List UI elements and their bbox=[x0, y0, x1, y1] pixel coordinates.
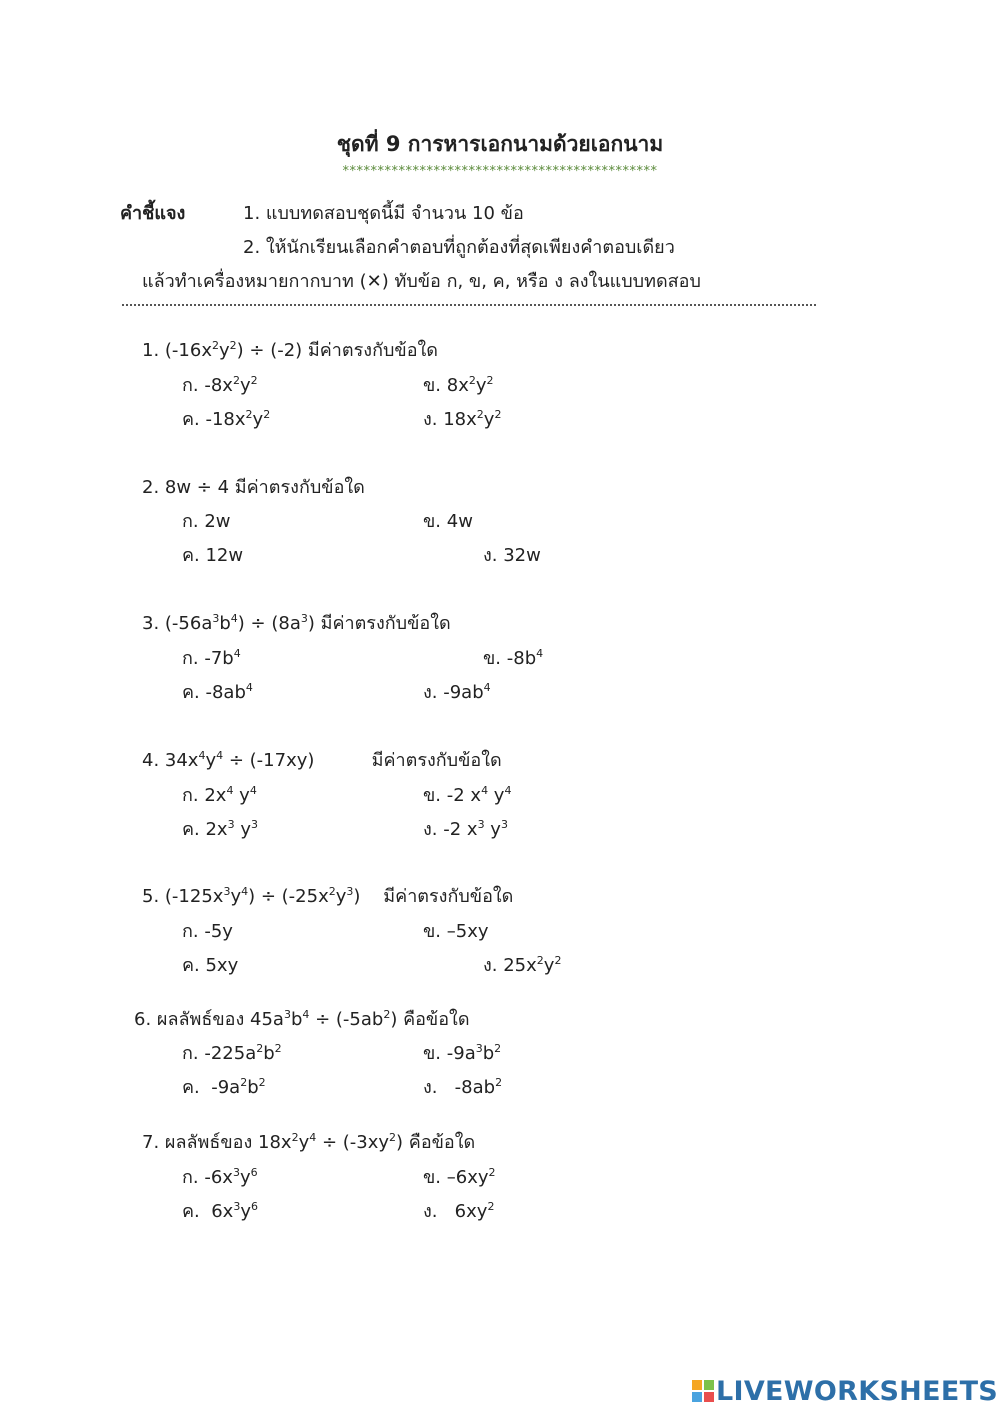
instruction-line-1: 1. แบบทดสอบชุดนี้มี จำนวน 10 ข้อ bbox=[243, 203, 524, 224]
option-label: ก. bbox=[182, 1043, 205, 1064]
question-5 bbox=[142, 881, 513, 910]
option-value: $2x^3$ $y^3$ bbox=[205, 818, 258, 840]
option-value: $2x^4$ $y^4$ bbox=[204, 784, 257, 806]
option-label: ค. bbox=[182, 409, 206, 430]
option-label: ก. bbox=[182, 375, 205, 396]
option-label: ค. bbox=[182, 1077, 206, 1098]
question-1 bbox=[142, 335, 438, 364]
option-5-4[interactable] bbox=[483, 950, 561, 979]
option-3-4[interactable] bbox=[423, 677, 491, 706]
question-text: ผลลัพธ์ของ $18x^2y^4 \div (-3xy^2)$ คือข้อใด bbox=[164, 1131, 476, 1153]
option-value: 2w bbox=[204, 511, 231, 532]
option-3-1[interactable] bbox=[182, 643, 241, 672]
option-label: ง. bbox=[423, 1201, 444, 1222]
option-4-2[interactable] bbox=[423, 780, 511, 809]
brand-logo bbox=[692, 1376, 998, 1407]
question-number: 1. bbox=[142, 340, 165, 361]
option-label: ข. bbox=[423, 1167, 447, 1188]
option-7-4[interactable] bbox=[423, 1196, 494, 1225]
option-5-2[interactable] bbox=[423, 916, 489, 945]
option-label: ก. bbox=[182, 785, 205, 806]
option-value: 5xy bbox=[205, 955, 239, 976]
option-7-3[interactable] bbox=[182, 1196, 258, 1225]
question-4 bbox=[142, 745, 502, 774]
option-value: $-9ab^4$ bbox=[443, 681, 491, 703]
option-6-2[interactable] bbox=[423, 1038, 501, 1067]
question-2 bbox=[142, 472, 365, 501]
option-value: $-8b^4$ bbox=[506, 647, 544, 669]
question-text: $(-16x^2y^2) \div (-2)$ มีค่าตรงกับข้อใด bbox=[164, 339, 438, 361]
option-value: –5xy bbox=[446, 921, 489, 942]
option-value: $-6x^3y^6$ bbox=[204, 1166, 258, 1188]
option-label: ค. bbox=[182, 955, 206, 976]
instructions-label: คำชี้แจง bbox=[120, 203, 186, 224]
option-2-1[interactable] bbox=[182, 506, 231, 535]
option-label: ก. bbox=[182, 921, 205, 942]
option-value: $25x^2y^2$ bbox=[503, 954, 562, 976]
question-number: 2. bbox=[142, 477, 165, 498]
option-value: $-9a^2b^2$ bbox=[205, 1076, 266, 1098]
option-1-1[interactable] bbox=[182, 370, 258, 399]
option-6-4[interactable] bbox=[423, 1072, 502, 1101]
instruction-line-3 bbox=[142, 266, 701, 295]
option-2-2[interactable] bbox=[423, 506, 473, 535]
option-label: ง. bbox=[423, 1077, 444, 1098]
option-label: ง. bbox=[423, 409, 444, 430]
instruction-line-3-pre: แล้วทำเครื่องหมายกากบาท ( bbox=[142, 271, 367, 292]
option-value: $8x^2y^2$ bbox=[446, 374, 494, 396]
option-label: ก. bbox=[182, 1167, 205, 1188]
option-3-2[interactable] bbox=[483, 643, 543, 672]
brand-logo-text: LIVEWORKSHEETS bbox=[716, 1376, 999, 1407]
question-text: $(-125x^3y^4) \div (-25x^2y^3)$ มีค่าตรงกับข้อใด bbox=[164, 885, 514, 907]
option-4-4[interactable] bbox=[423, 814, 508, 843]
question-6 bbox=[134, 1004, 470, 1033]
option-1-2[interactable] bbox=[423, 370, 494, 399]
option-label: ข. bbox=[423, 785, 447, 806]
question-number: 6. bbox=[134, 1009, 157, 1030]
option-value: -2 $x^4$ $y^4$ bbox=[446, 784, 512, 806]
option-value: $-225a^2b^2$ bbox=[204, 1042, 282, 1064]
option-label: ง. bbox=[423, 819, 444, 840]
instruction-line-2: 2. ให้นักเรียนเลือกคำตอบที่ถูกต้องที่สุดเพียงคำตอบเดียว bbox=[243, 237, 675, 258]
option-2-4[interactable] bbox=[483, 540, 541, 569]
option-1-4[interactable] bbox=[423, 404, 501, 433]
option-value: $-7b^4$ bbox=[204, 647, 241, 669]
option-label: ค. bbox=[182, 682, 206, 703]
question-text: $(-56a^3b^4) \div (8a^3)$ มีค่าตรงกับข้อใด bbox=[164, 612, 451, 634]
option-label: ก. bbox=[182, 511, 205, 532]
question-3 bbox=[142, 608, 451, 637]
option-label: ข. bbox=[423, 921, 447, 942]
question-number: 3. bbox=[142, 613, 165, 634]
option-value: $-8ab^2$ bbox=[443, 1076, 503, 1098]
option-label: ข. bbox=[423, 1043, 447, 1064]
option-5-1[interactable] bbox=[182, 916, 233, 945]
option-value: $-8ab^4$ bbox=[205, 681, 253, 703]
option-label: ง. bbox=[423, 682, 444, 703]
page-title: ชุดที่ 9 การหารเอกนามด้วยเอกนาม bbox=[336, 132, 664, 156]
option-value: $-9a^3b^2$ bbox=[446, 1042, 502, 1064]
option-1-3[interactable] bbox=[182, 404, 270, 433]
decorative-stars: ********************************************* bbox=[342, 164, 658, 179]
option-3-3[interactable] bbox=[182, 677, 253, 706]
option-value: $-8x^2y^2$ bbox=[204, 374, 258, 396]
cross-mark-icon: ✕ bbox=[366, 271, 382, 292]
option-value: $-18x^2y^2$ bbox=[205, 408, 271, 430]
question-text: $34x^4y^4 \div (-17xy)$ มีค่าตรงกับข้อใด bbox=[164, 749, 502, 771]
option-label: ค. bbox=[182, 819, 206, 840]
question-text: 8w ÷ 4 มีค่าตรงกับข้อใด bbox=[164, 477, 365, 498]
option-value: $6xy^2$ bbox=[443, 1200, 495, 1222]
option-7-2[interactable] bbox=[423, 1162, 496, 1191]
option-value: $-6xy^2$ bbox=[446, 1166, 496, 1188]
dotted-divider bbox=[122, 304, 816, 306]
question-number: 5. bbox=[142, 886, 165, 907]
option-2-3[interactable] bbox=[182, 540, 243, 569]
option-label: ค. bbox=[182, 545, 206, 566]
option-label: ข. bbox=[423, 375, 447, 396]
option-value: 32w bbox=[503, 545, 541, 566]
question-number: 4. bbox=[142, 750, 165, 771]
option-label: ง. bbox=[483, 955, 504, 976]
option-value: $6x^3y^6$ bbox=[205, 1200, 258, 1222]
option-value: 4w bbox=[446, 511, 473, 532]
option-value: $18x^2y^2$ bbox=[443, 408, 502, 430]
option-label: ก. bbox=[182, 648, 205, 669]
liveworksheets-logo-icon bbox=[692, 1380, 714, 1402]
option-value: -2 $x^3$ $y^3$ bbox=[443, 818, 508, 840]
option-5-3[interactable] bbox=[182, 950, 238, 979]
option-6-3[interactable] bbox=[182, 1072, 266, 1101]
option-7-1[interactable] bbox=[182, 1162, 258, 1191]
option-label: ง. bbox=[483, 545, 504, 566]
option-4-1[interactable] bbox=[182, 780, 257, 809]
question-7 bbox=[142, 1127, 475, 1156]
option-label: ข. bbox=[483, 648, 507, 669]
question-text: ผลลัพธ์ของ $45a^3b^4 \div (-5ab^2)$ คือข้อใด bbox=[156, 1008, 470, 1030]
option-label: ค. bbox=[182, 1201, 206, 1222]
option-4-3[interactable] bbox=[182, 814, 258, 843]
option-6-1[interactable] bbox=[182, 1038, 282, 1067]
option-label: ข. bbox=[423, 511, 447, 532]
question-number: 7. bbox=[142, 1132, 165, 1153]
option-value: 12w bbox=[205, 545, 244, 566]
option-value: -5y bbox=[204, 921, 233, 942]
instruction-line-3-post: ) ทับข้อ ก, ข, ค, หรือ ง ลงในแบบทดสอบ bbox=[381, 271, 701, 292]
